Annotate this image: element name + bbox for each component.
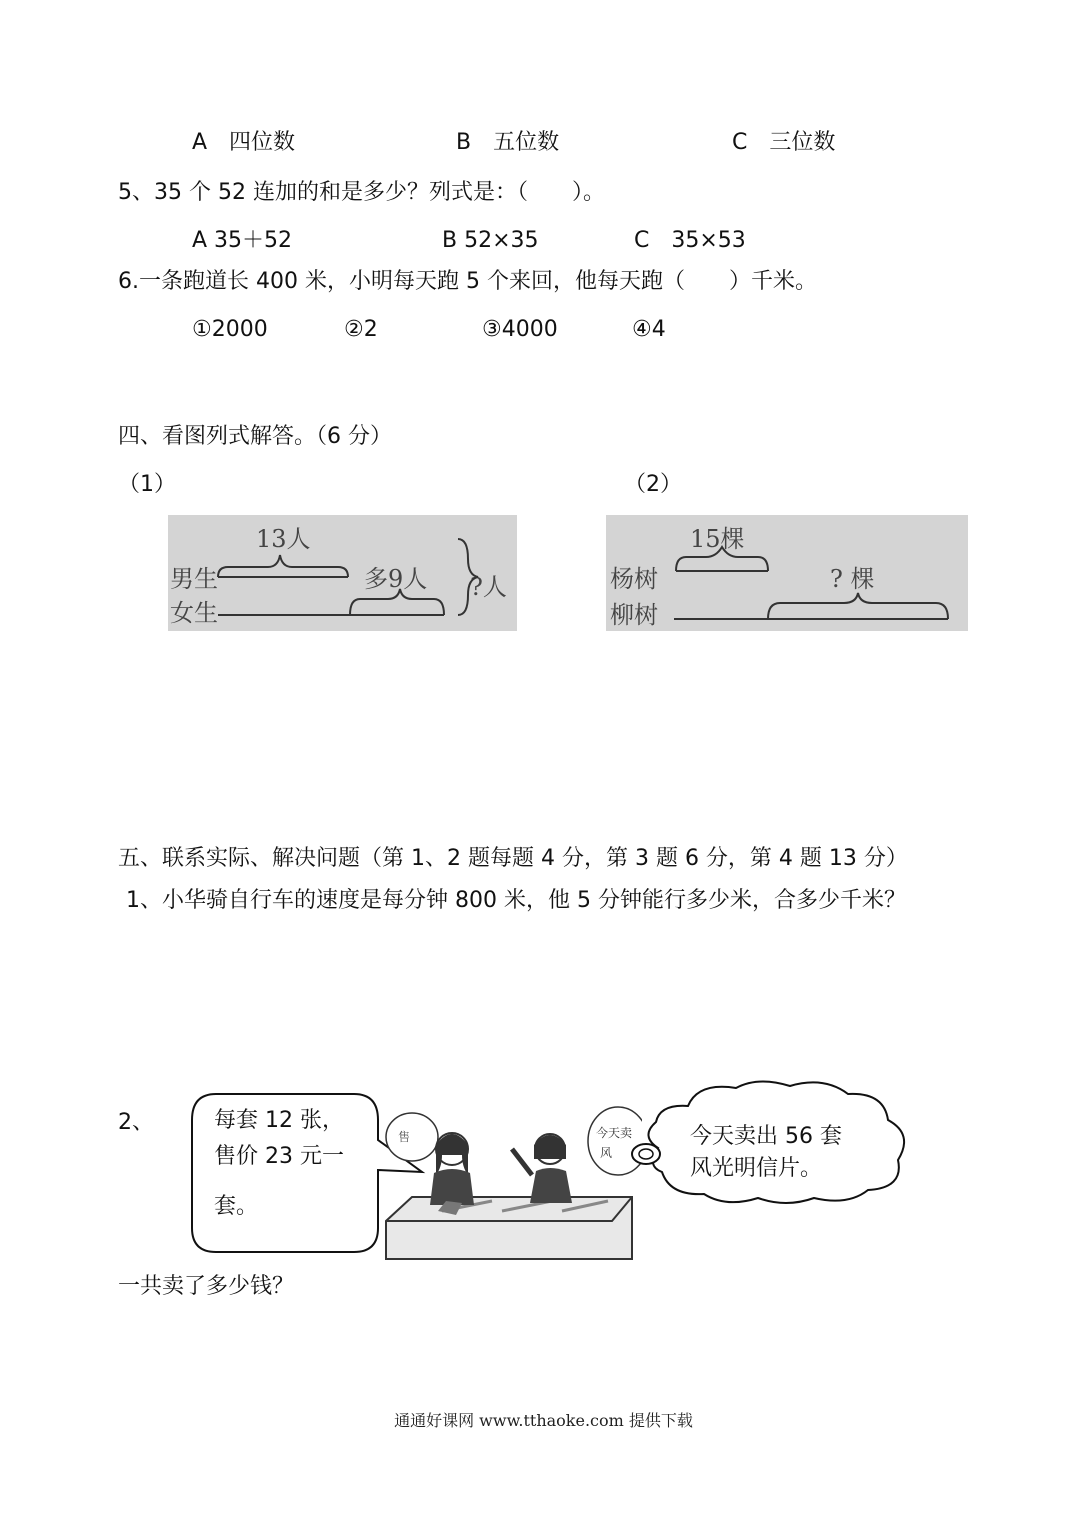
q6-option-3: ③4000: [482, 317, 558, 342]
willow-label: 柳树: [610, 601, 658, 629]
diagram1-lines: [168, 515, 517, 631]
q6-option-2: ②2: [344, 317, 378, 342]
diagram2-lines: [606, 515, 968, 631]
bubble-right-line2: 风光明信片。: [690, 1156, 823, 1181]
section5-q2-label: 2、: [118, 1110, 154, 1135]
right-sign-text-2: 风: [600, 1146, 613, 1160]
girls-label: 女生: [170, 599, 218, 627]
bubble-right-line1: 今天卖出 56 套: [690, 1124, 842, 1149]
section4-title: 四、看图列式解答。（6 分）: [118, 424, 392, 449]
section5-q2-question: 一共卖了多少钱？: [118, 1274, 295, 1299]
q5-question: 5、35 个 52 连加的和是多少？列式是：（ ）。: [118, 180, 605, 205]
section5-title: 五、联系实际、解决问题（第 1、2 题每题 4 分，第 3 题 6 分，第 4 题 13 分）: [118, 846, 908, 871]
bubble-left-line2: 售价 23 元一: [214, 1144, 344, 1169]
q6-question: 6.一条跑道长 400 米，小明每天跑 5 个来回，他每天跑（ ）千米。: [118, 269, 817, 294]
boys-count-label: 13人: [256, 525, 311, 553]
boys-label: 男生: [170, 565, 218, 593]
unknown-label: ? 棵: [830, 565, 875, 593]
bubble-left-line1: 每套 12 张，: [214, 1108, 344, 1133]
q4-option-c: C 三位数: [732, 130, 836, 155]
diagram2-photo: [606, 515, 968, 631]
diagram1-photo: [168, 515, 517, 631]
right-sign-text: 今天卖: [596, 1126, 633, 1140]
diagram2-label: （2）: [624, 472, 682, 497]
total-label: ?人: [470, 573, 507, 601]
diagram1-label: （1）: [118, 472, 176, 497]
q6-option-4: ④4: [632, 317, 666, 342]
section5-q1: 1、小华骑自行车的速度是每分钟 800 米，他 5 分钟能行多少米，合多少千米？: [126, 888, 906, 913]
q5-option-c: C 35×53: [634, 228, 746, 253]
left-sign-text: 售: [398, 1130, 411, 1144]
q4-option-a: A 四位数: [192, 130, 296, 155]
poplar-count-label: 15棵: [690, 525, 745, 553]
more-label: 多9人: [364, 565, 428, 593]
q6-option-1: ①2000: [192, 317, 268, 342]
poplar-label: 杨树: [610, 565, 658, 593]
q5-option-b: B 52×35: [442, 228, 539, 253]
q5-option-a: A 35＋52: [192, 228, 293, 253]
sellers-illustration: [382, 1085, 642, 1265]
bubble-left-line3: 套。: [214, 1194, 259, 1219]
footer: 通通好课网 www.tthaoke.com 提供下载: [394, 1411, 693, 1430]
q4-option-b: B 五位数: [456, 130, 560, 155]
